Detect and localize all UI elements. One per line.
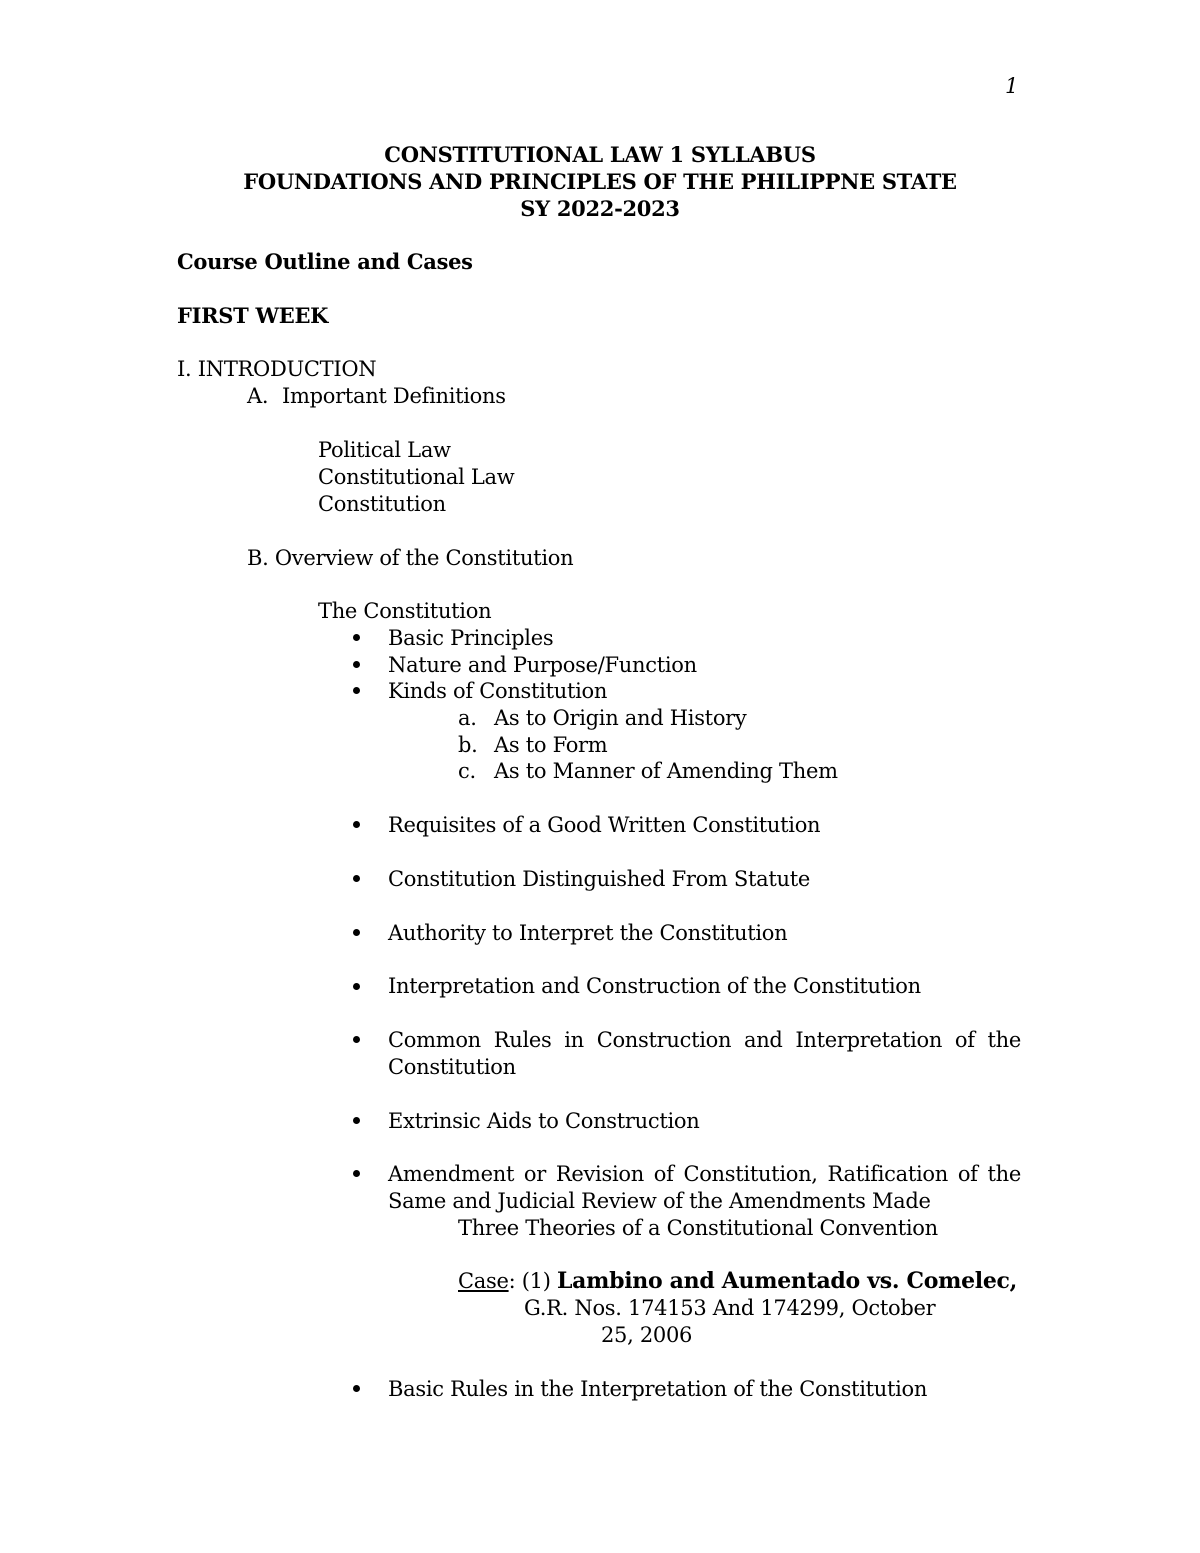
case-date: 25, 2006: [601, 1323, 693, 1347]
constitution-intro: The Constitution: [318, 599, 492, 623]
list-item-line: Constitution: [388, 1055, 516, 1079]
school-year: SY 2022-2023: [520, 196, 680, 221]
list-item: Constitution Distinguished From Statute: [388, 867, 810, 891]
case-reference: G.R. Nos. 174153 And 174299, October: [524, 1296, 936, 1320]
list-item: Extrinsic Aids to Construction: [388, 1109, 700, 1133]
subsection-a-label: A.: [247, 384, 269, 408]
bullet-icon: [353, 929, 360, 936]
section-introduction: I. INTRODUCTION: [177, 357, 377, 381]
list-item: Kinds of Constitution: [388, 679, 608, 703]
kind-label: b.: [458, 733, 478, 757]
list-item: Nature and Purpose/Function: [388, 653, 697, 677]
list-item: Interpretation and Construction of the Constitution: [388, 974, 921, 998]
syllabus-title: CONSTITUTIONAL LAW 1 SYLLABUS: [384, 142, 816, 167]
case-number: (1): [521, 1269, 551, 1293]
case-separator: :: [508, 1269, 516, 1293]
page-number: 1: [1005, 74, 1019, 98]
list-item-line: Same and Judicial Review of the Amendments Made: [388, 1189, 931, 1213]
course-outline-heading: Course Outline and Cases: [177, 249, 473, 274]
kind-item: As to Manner of Amending Them: [494, 759, 838, 783]
kind-label: a.: [458, 706, 477, 730]
subsection-a-title: Important Definitions: [282, 384, 506, 408]
list-item: Basic Principles: [388, 626, 554, 650]
bullet-icon: [353, 1385, 360, 1392]
list-item: Requisites of a Good Written Constitution: [388, 813, 821, 837]
list-item: Basic Rules in the Interpretation of the Constitution: [388, 1377, 928, 1401]
theories-line: Three Theories of a Constitutional Convention: [458, 1216, 938, 1240]
list-item-amendment: [388, 1161, 1021, 1215]
list-item-common-rules: [388, 1027, 1021, 1081]
syllabus-subtitle: FOUNDATIONS AND PRINCIPLES OF THE PHILIPPNE STATE: [243, 169, 957, 194]
bullet-icon: [353, 687, 360, 694]
list-item: Authority to Interpret the Constitution: [388, 921, 788, 945]
kind-item: As to Origin and History: [494, 706, 747, 730]
definition-term: Constitutional Law: [318, 465, 515, 489]
definition-term: Political Law: [318, 438, 451, 462]
bullet-icon: [353, 1170, 360, 1177]
week-heading: FIRST WEEK: [177, 303, 329, 328]
bullet-icon: [353, 634, 360, 641]
bullet-icon: [353, 1117, 360, 1124]
bullet-icon: [353, 1036, 360, 1043]
subsection-b-title: B. Overview of the Constitution: [247, 546, 574, 570]
kind-label: c.: [458, 759, 476, 783]
case-title: Lambino and Aumentado vs. Comelec,: [557, 1268, 1018, 1294]
list-item-line: Common Rules in Construction and Interpretation of the: [388, 1028, 1021, 1052]
case-label: Case: [458, 1269, 509, 1293]
bullet-icon: [353, 661, 360, 668]
case-citation: [458, 1268, 1017, 1295]
bullet-icon: [353, 875, 360, 882]
kind-item: As to Form: [494, 733, 608, 757]
list-item-line: Amendment or Revision of Constitution, Ratification of the: [388, 1162, 1021, 1186]
bullet-icon: [353, 821, 360, 828]
bullet-icon: [353, 983, 360, 990]
definition-term: Constitution: [318, 492, 446, 516]
